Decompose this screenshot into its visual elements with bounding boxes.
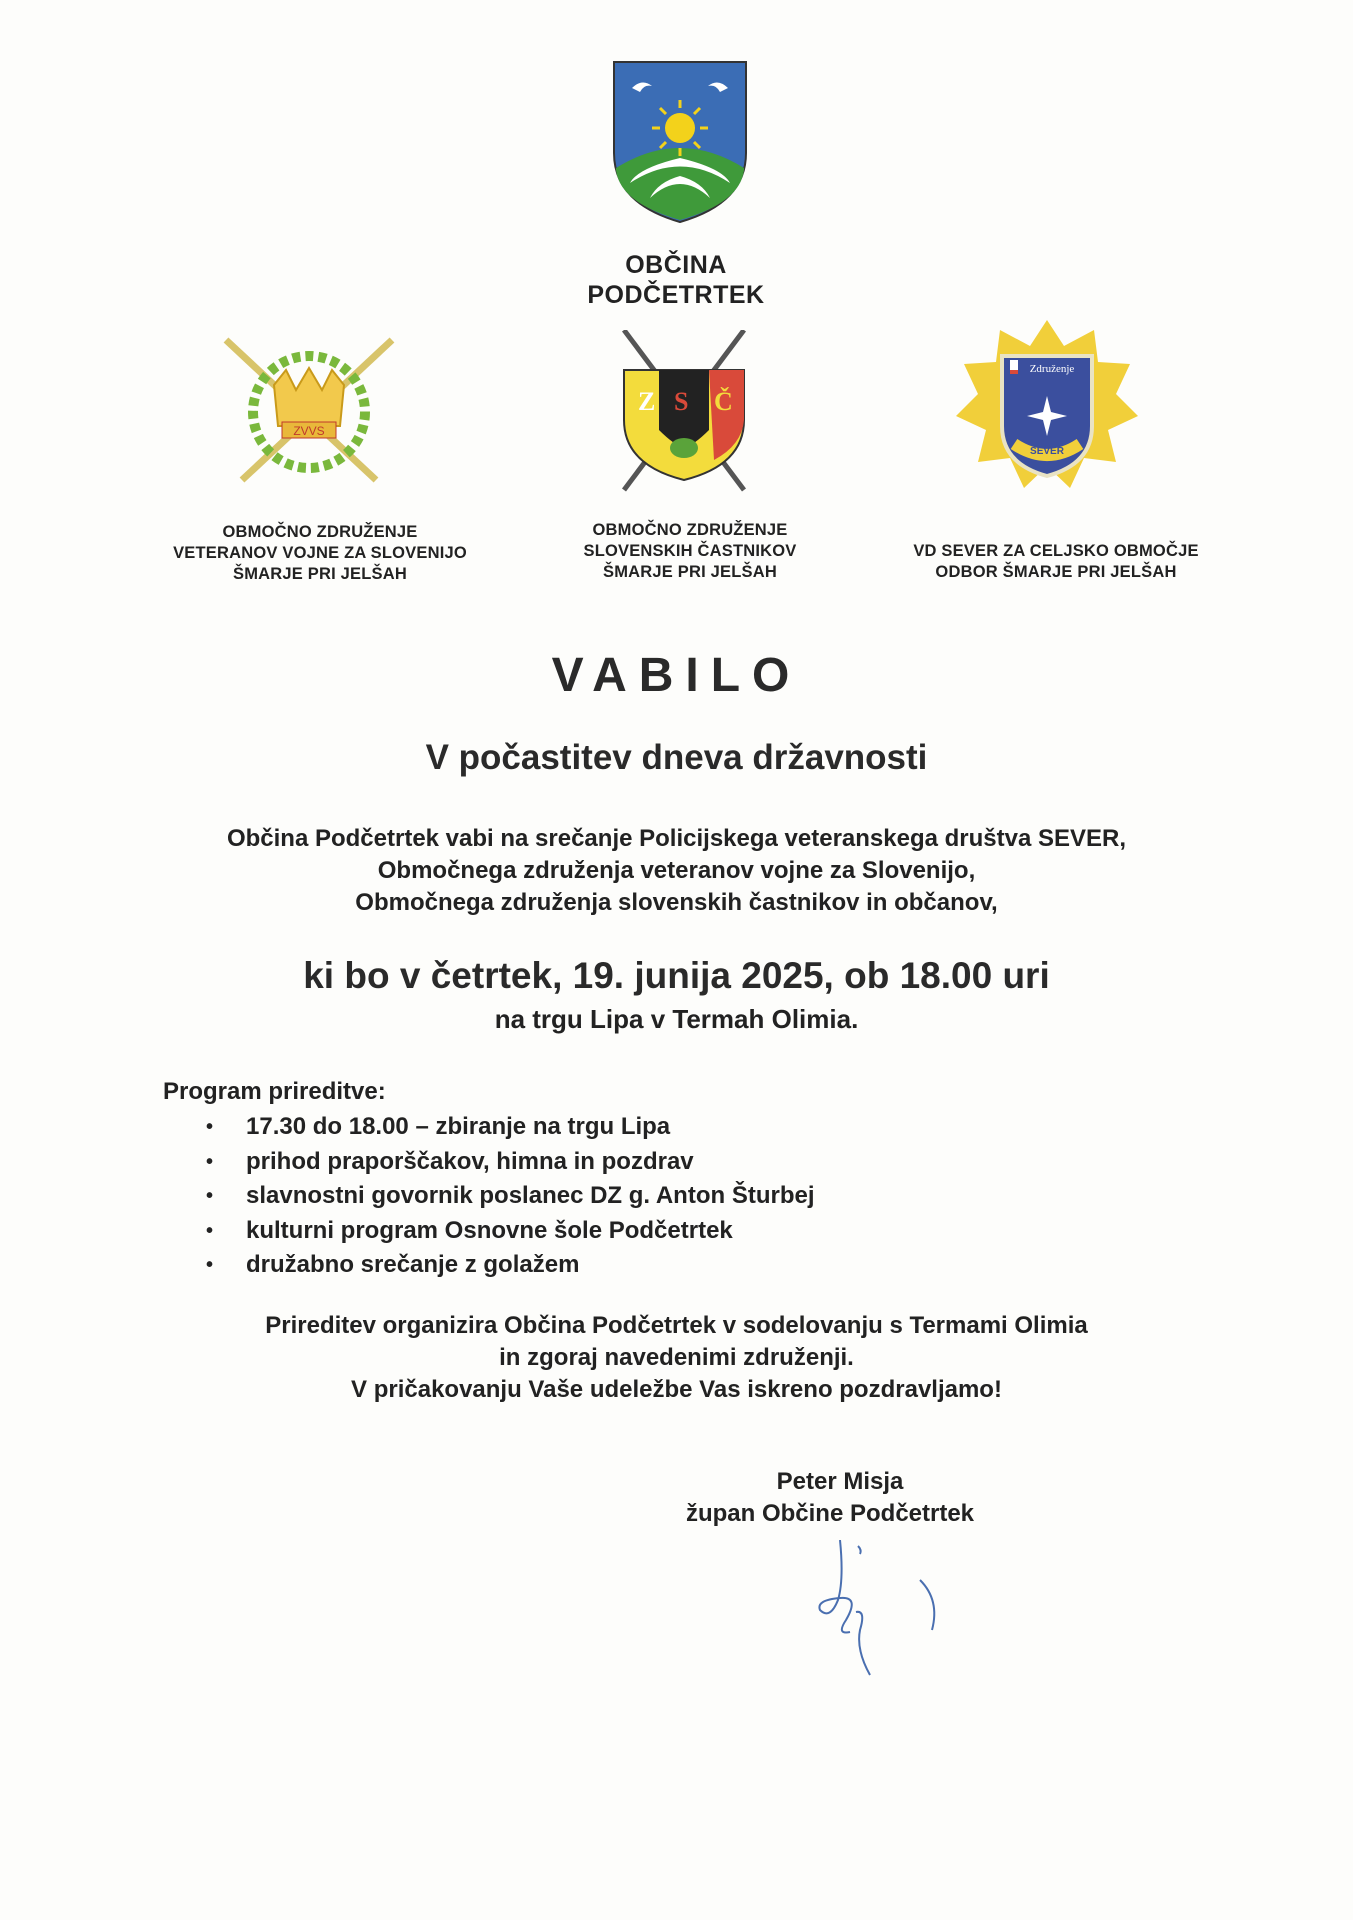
program-item-text: kulturni program Osnovne šole Podčetrtek (246, 1216, 733, 1244)
handwritten-signature (810, 1540, 960, 1680)
program-item (206, 1145, 815, 1180)
closing-text (100, 1310, 1253, 1406)
municipality-name-line1: OBČINA (625, 251, 727, 279)
signer-role: župan Občine Podčetrtek (685, 1500, 975, 1527)
program-item (206, 1214, 815, 1249)
event-location: na trgu Lipa v Termah Olimia. (494, 1004, 859, 1034)
program-item-text: 17.30 do 18.00 – zbiranje na trgu Lipa (246, 1113, 671, 1140)
zvvs-logo-icon (216, 330, 402, 490)
org-sever-text (866, 541, 1246, 583)
municipality-crest-icon (610, 58, 750, 226)
org-sever-line2: ODBOR ŠMARJE PRI JELŠAH (935, 563, 1177, 581)
bullet-icon: • (206, 1150, 214, 1173)
municipality-name-line2: PODČETRTEK (587, 281, 765, 309)
program-item-text: prihod praporščakov, himna in pozdrav (246, 1147, 694, 1175)
closing-line2: in zgoraj navedenimi združenji. (499, 1344, 854, 1371)
closing-line1: Prireditev organizira Občina Podčetrtek v sodelovanju s Termami Olimia (265, 1312, 1088, 1339)
invitation-intro (100, 823, 1253, 919)
sever-logo-icon (952, 316, 1142, 496)
program-item (206, 1248, 815, 1283)
org-zsc-line3: ŠMARJE PRI JELŠAH (603, 563, 777, 581)
org-zsc-text (550, 520, 830, 583)
org-zvvs-line3: ŠMARJE PRI JELŠAH (233, 565, 407, 583)
closing-line3: V pričakovanju Vaše udeležbe Vas iskreno pozdravljamo! (351, 1376, 1002, 1403)
program-list (206, 1110, 815, 1283)
zsc-logo-icon (604, 330, 764, 500)
municipality-name (476, 250, 876, 310)
program-item-text: slavnostni govornik poslanec DZ g. Anton Šturbej (246, 1182, 815, 1209)
sever-logo-text-top: Združenje (1029, 363, 1075, 375)
zvvs-logo-text: ZVVS (293, 424, 325, 438)
intro-line3: Območnega združenja slovenskih častnikov in občanov, (355, 889, 998, 916)
program-item (206, 1179, 815, 1214)
intro-line1: Občina Podčetrtek vabi na srečanje Policijskega veteranskega društva SEVER, (226, 825, 1127, 852)
zsc-logo-letter-z: Z (638, 387, 656, 416)
bullet-icon: • (206, 1116, 214, 1138)
intro-line2: Območnega združenja veteranov vojne za Slovenijo, (377, 857, 976, 884)
program-item-text: družabno srečanje z golažem (246, 1251, 580, 1278)
zsc-logo-letter-c: Č (714, 387, 733, 416)
bullet-icon: • (206, 1185, 214, 1207)
signer-block (600, 1466, 1060, 1530)
program-title: Program prireditve: (163, 1078, 386, 1105)
event-datetime: ki bo v četrtek, 19. junija 2025, ob 18.00 uri (303, 955, 1050, 996)
org-zvvs-text (140, 522, 500, 585)
org-zvvs-line2: VETERANOV VOJNE ZA SLOVENIJO (173, 544, 467, 562)
invitation-title: VABILO (551, 649, 802, 702)
signer-name: Peter Misja (776, 1468, 904, 1495)
org-zvvs-line1: OBMOČNO ZDRUŽENJE (222, 523, 418, 541)
bullet-icon: • (206, 1254, 214, 1276)
org-sever-line1: VD SEVER ZA CELJSKO OBMOČJE (913, 542, 1199, 560)
org-zsc-line1: OBMOČNO ZDRUŽENJE (592, 521, 788, 539)
bullet-icon: • (206, 1219, 214, 1242)
invitation-subtitle: V počastitev dneva državnosti (425, 738, 928, 777)
org-zsc-line2: SLOVENSKIH ČASTNIKOV (583, 542, 797, 560)
program-item (206, 1110, 815, 1145)
sever-logo-text-bottom: SEVER (1030, 446, 1064, 457)
zsc-logo-letter-s: S (674, 387, 689, 416)
